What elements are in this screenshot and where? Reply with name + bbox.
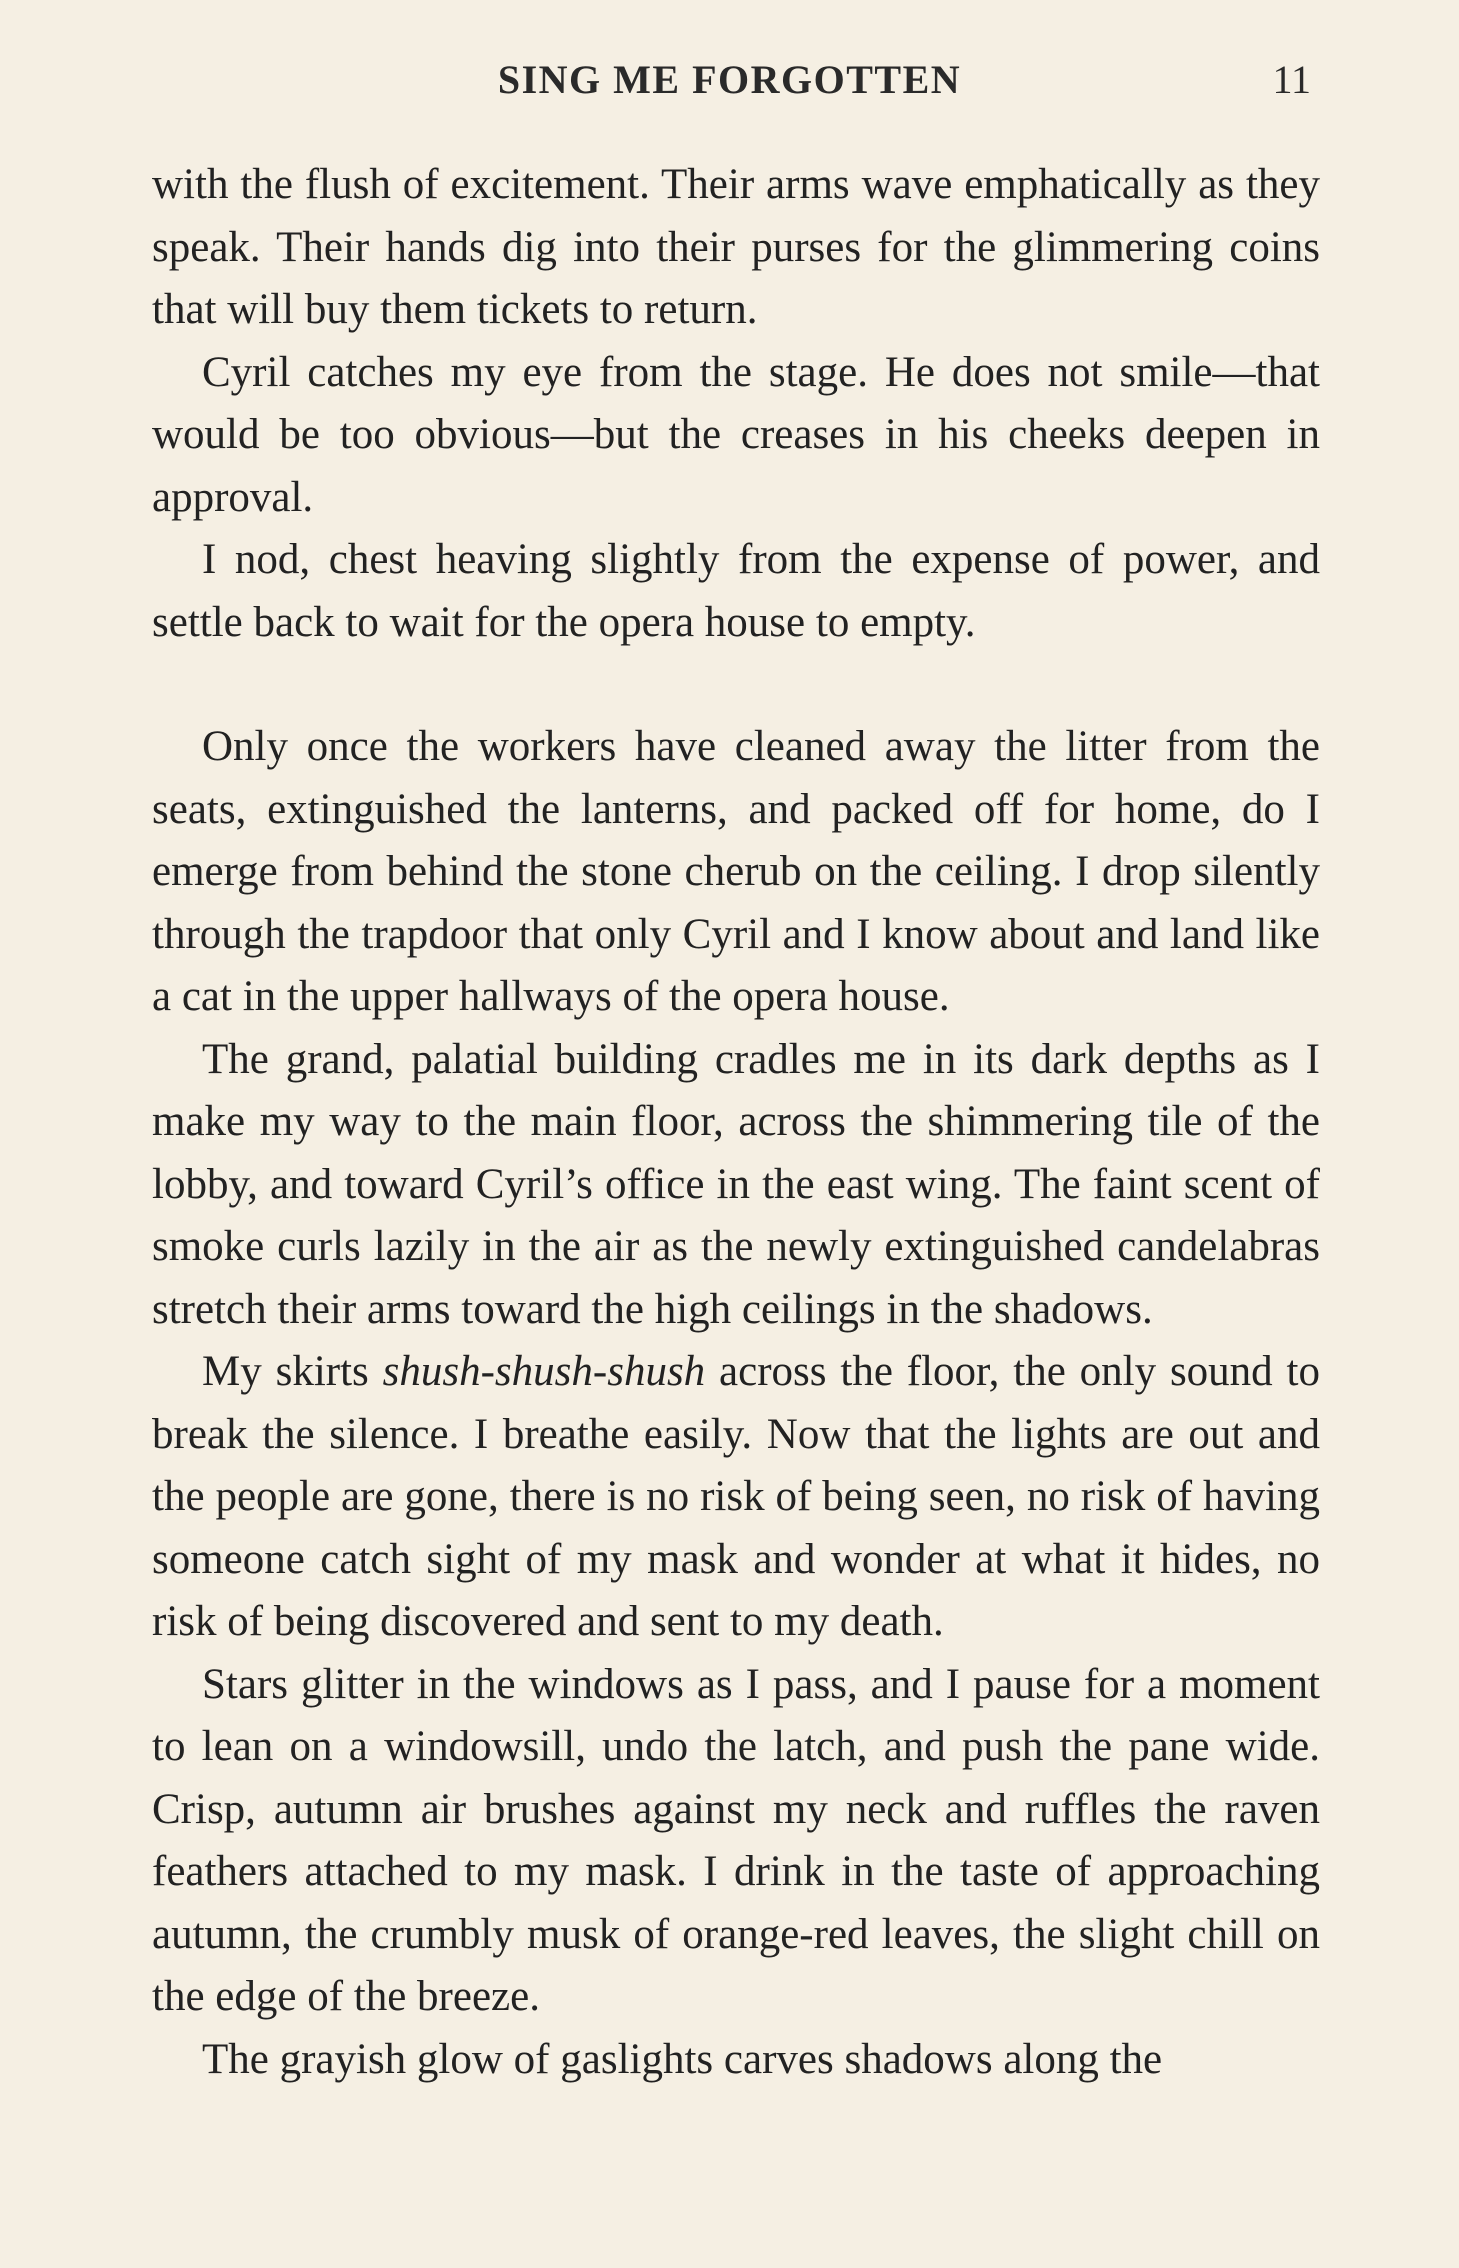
paragraph-2: Cyril catches my eye from the stage. He does not smile—that would be too obvious—but the creases in his cheeks deepen in approval. (152, 348, 1320, 521)
body-text (152, 154, 1320, 2091)
paragraph-1: with the flush of excitement. Their arms wave emphatically as they speak. Their hands dig into their purses for the glimmering coins that will buy them tickets to return. (152, 161, 1320, 333)
paragraph-6-end: across the floor, the only sound to break the silence. I breathe easily. Now that the lights are out and the people are gone, there is no risk of being seen, no risk of having someone catch sight of my mask and wonder at what it hides, no risk of being discovered and sent to my death. (152, 1348, 1320, 1645)
paragraph-4: Only once the workers have cleaned away the litter from the seats, extinguished the lanterns, and packed off for home, do I emerge from behind the stone cherub on the ceiling. I drop silently through the trapdoor that only Cyril and I know about and land like a cat in the upper hallways of the opera house. (152, 723, 1320, 1020)
paragraph-5: The grand, palatial building cradles me in its dark depths as I make my way to the main floor, across the shimmering tile of the lobby, and toward Cyril’s office in the east wing. The faint scent of smoke curls lazily in the air as the newly extinguished candelabras stretch their arms toward the high ceilings in the shadows. (152, 1035, 1320, 1333)
book-title: SING ME FORGOTTEN (497, 57, 962, 102)
paragraph-7: Stars glitter in the windows as I pass, and I pause for a moment to lean on a windowsill, undo the latch, and push the pane wide. Crisp, autumn air brushes against my neck and ruffles the raven feathers attached to my mask. I drink in the taste of approaching autumn, the crumbly musk of orange-red leaves, the slight chill on the edge of the breeze. (152, 1660, 1320, 2020)
paragraph-6-start: My skirts (202, 1348, 383, 1395)
paragraph-6 (152, 1341, 1320, 1654)
page-number: 11 (1272, 57, 1311, 102)
paragraph-8: The grayish glow of gaslights carves shadows along the (202, 2035, 1163, 2083)
running-head (0, 48, 1459, 108)
paragraph-3: I nod, chest heaving slightly from the expense of power, and settle back to wait for the opera house to empty. (152, 536, 1320, 646)
paragraph-6-italic: shush-shush-shush (382, 1348, 706, 1395)
